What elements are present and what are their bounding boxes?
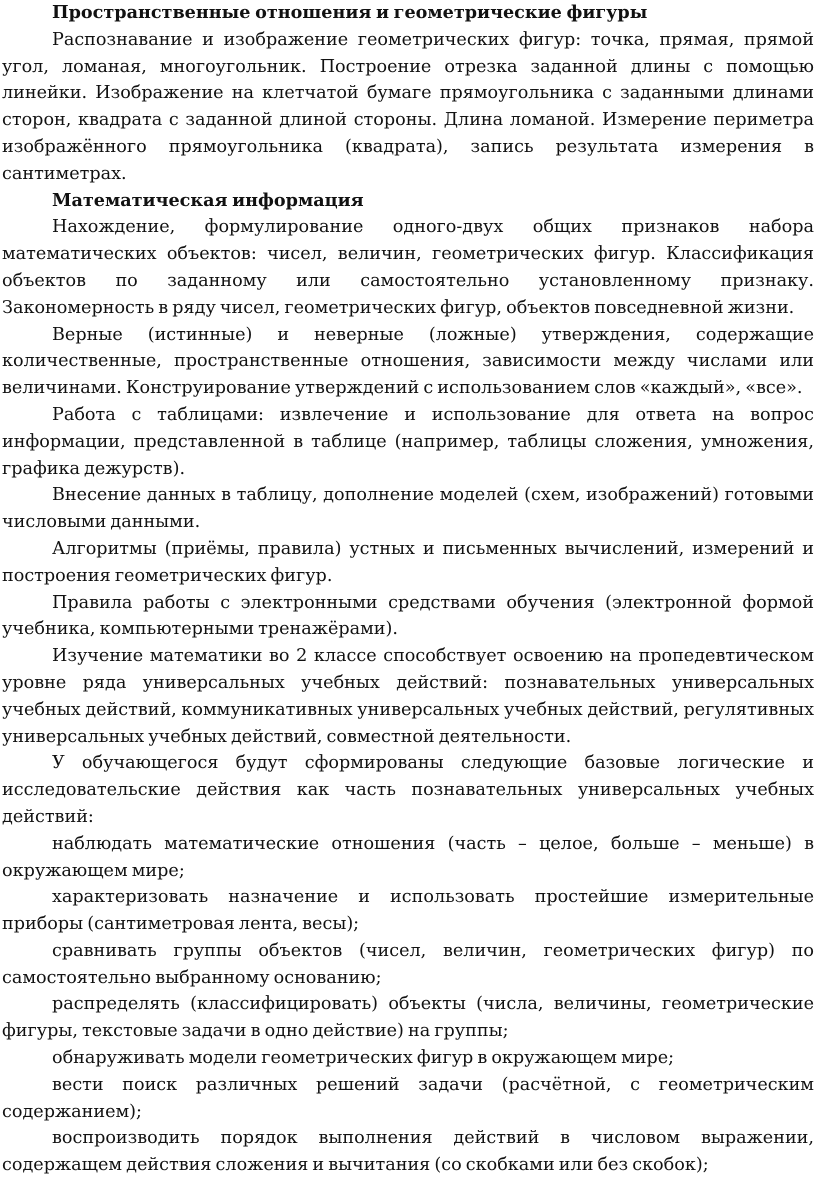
paragraph-algorithms: Алгоритмы (приёмы, правила) устных и письменных вычислений, измерений и построения геометрических фигур. bbox=[2, 538, 814, 586]
paragraph-statements: Верные (истинные) и неверные (ложные) утверждения, содержащие количественные, пространственные отношения, зависимости между числами или величинами. Конструирование утверждений с использованием слов «каждый», «все». bbox=[2, 324, 814, 399]
paragraph-data-entry: Внесение данных в таблицу, дополнение моделей (схем, изображений) готовыми числовыми данными. bbox=[2, 485, 814, 533]
list-item: воспроизводить порядок выполнения действий в числовом выражении, содержащем действия сложения и вычитания (со скобками или без скобок); bbox=[2, 1128, 814, 1176]
paragraph-features: Нахождение, формулирование одного-двух общих признаков набора математических объектов: чисел, величин, геометрических фигур. Классификация объектов по заданному или самостоятельно установленному признаку. Закономерность в ряду чисел, геометрических фигур, объектов повседневной жизни. bbox=[2, 217, 814, 318]
list-item: вести поиск различных решений задачи (расчётной, с геометрическим содержанием); bbox=[2, 1074, 814, 1122]
list-item: распределять (классифицировать) объекты (числа, величины, геометрические фигуры, текстовые задачи в одно действие) на группы; bbox=[2, 994, 814, 1042]
section-heading-geometry: Пространственные отношения и геометрические фигуры bbox=[52, 2, 648, 23]
paragraph-electronic-tools: Правила работы с электронными средствами обучения (электронной формой учебника, компьютерными тренажёрами). bbox=[2, 592, 814, 640]
paragraph-logical-actions-intro: У обучающегося будут сформированы следующие базовые логические и исследовательские действия как часть познавательных универсальных учебных действий: bbox=[2, 753, 814, 827]
list-item: характеризовать назначение и использовать простейшие измерительные приборы (сантиметровая лента, весы); bbox=[2, 887, 814, 935]
list-item: наблюдать математические отношения (часть – целое, больше – меньше) в окружающем мире; bbox=[2, 833, 814, 881]
list-item: обнаруживать модели геометрических фигур в окружающем мире; bbox=[52, 1048, 675, 1069]
section-heading-math-info: Математическая информация bbox=[52, 189, 364, 211]
paragraph-tables: Работа с таблицами: извлечение и использование для ответа на вопрос информации, представленной в таблице (например, таблицы сложения, умножения, графика дежурств). bbox=[2, 404, 814, 479]
paragraph-geometry-content: Распознавание и изображение геометрических фигур: точка, прямая, прямой угол, ломаная, многоугольник. Построение отрезка заданной длины с помощью линейки. Изображение на клетчатой бумаге прямоугольника с заданными длинами сторон, квадрата с заданной длиной стороны. Длина ломаной. Измерение периметра изображённого прямоугольника (квадрата), запись результата измерения в сантиметрах. bbox=[2, 29, 814, 184]
paragraph-universal-actions: Изучение математики во 2 классе способствует освоению на пропедевтическом уровне ряда универсальных учебных действий: познавательных универсальных учебных действий, коммуникативных универсальных учебных действий, регулятивных универсальных учебных действий, совместной деятельности. bbox=[2, 646, 814, 747]
list-item: сравнивать группы объектов (чисел, величин, геометрических фигур) по самостоятельно выбранному основанию; bbox=[2, 940, 814, 988]
